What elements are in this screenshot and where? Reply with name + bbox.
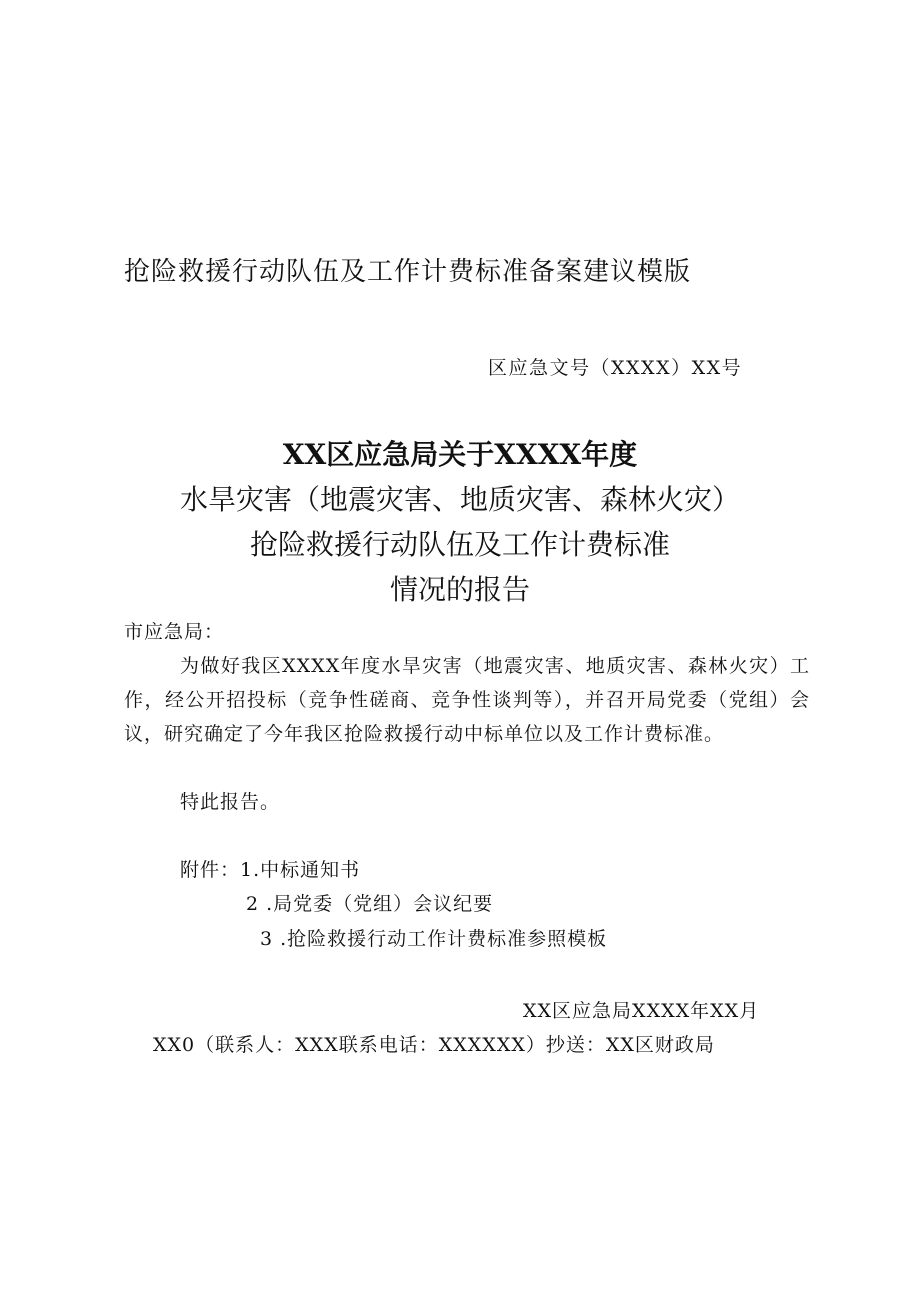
attachment-item-2: 2 .局党委（党组）会议纪要 <box>246 893 494 915</box>
report-title-line-2: 水旱灾害（地震灾害、地质灾害、森林火灾） <box>179 483 740 516</box>
document-number: 区应急文号（XXXX）XX号 <box>488 357 743 379</box>
template-heading: 抢险救援行动队伍及工作计费标准备案建议模版 <box>124 257 692 287</box>
report-title-line-4: 情况的报告 <box>389 573 530 606</box>
report-title-line-3: 抢险救援行动队伍及工作计费标准 <box>249 528 670 561</box>
report-title-line-1: XX区应急局关于XXXX年度 <box>282 438 638 471</box>
attachment-item-3: 3 .抢险救援行动工作计费标准参照模板 <box>260 928 608 950</box>
attachment-item-1 <box>180 853 360 887</box>
contact-cc-line: XX0（联系人：XXX联系电话：XXXXXX）抄送：XX区财政局 <box>153 1034 715 1056</box>
attachment-item-1-text: 1.中标通知书 <box>240 859 361 881</box>
attachments-label: 附件： <box>180 859 241 881</box>
body-paragraph: 为做好我区XXXX年度水旱灾害（地震灾害、地质灾害、森林火灾）工作，经公开招投标（竞争性磋商、竞争性谈判等），并召开局党委（党组）会议，研究确定了今年我区抢险救援行动中标单位以及工作计费标准。 <box>124 655 810 745</box>
salutation: 市应急局： <box>124 621 225 643</box>
report-title <box>100 432 820 612</box>
signature-line: XX区应急局XXXX年XX月 <box>523 1000 760 1022</box>
closing-remark: 特此报告。 <box>180 791 281 813</box>
